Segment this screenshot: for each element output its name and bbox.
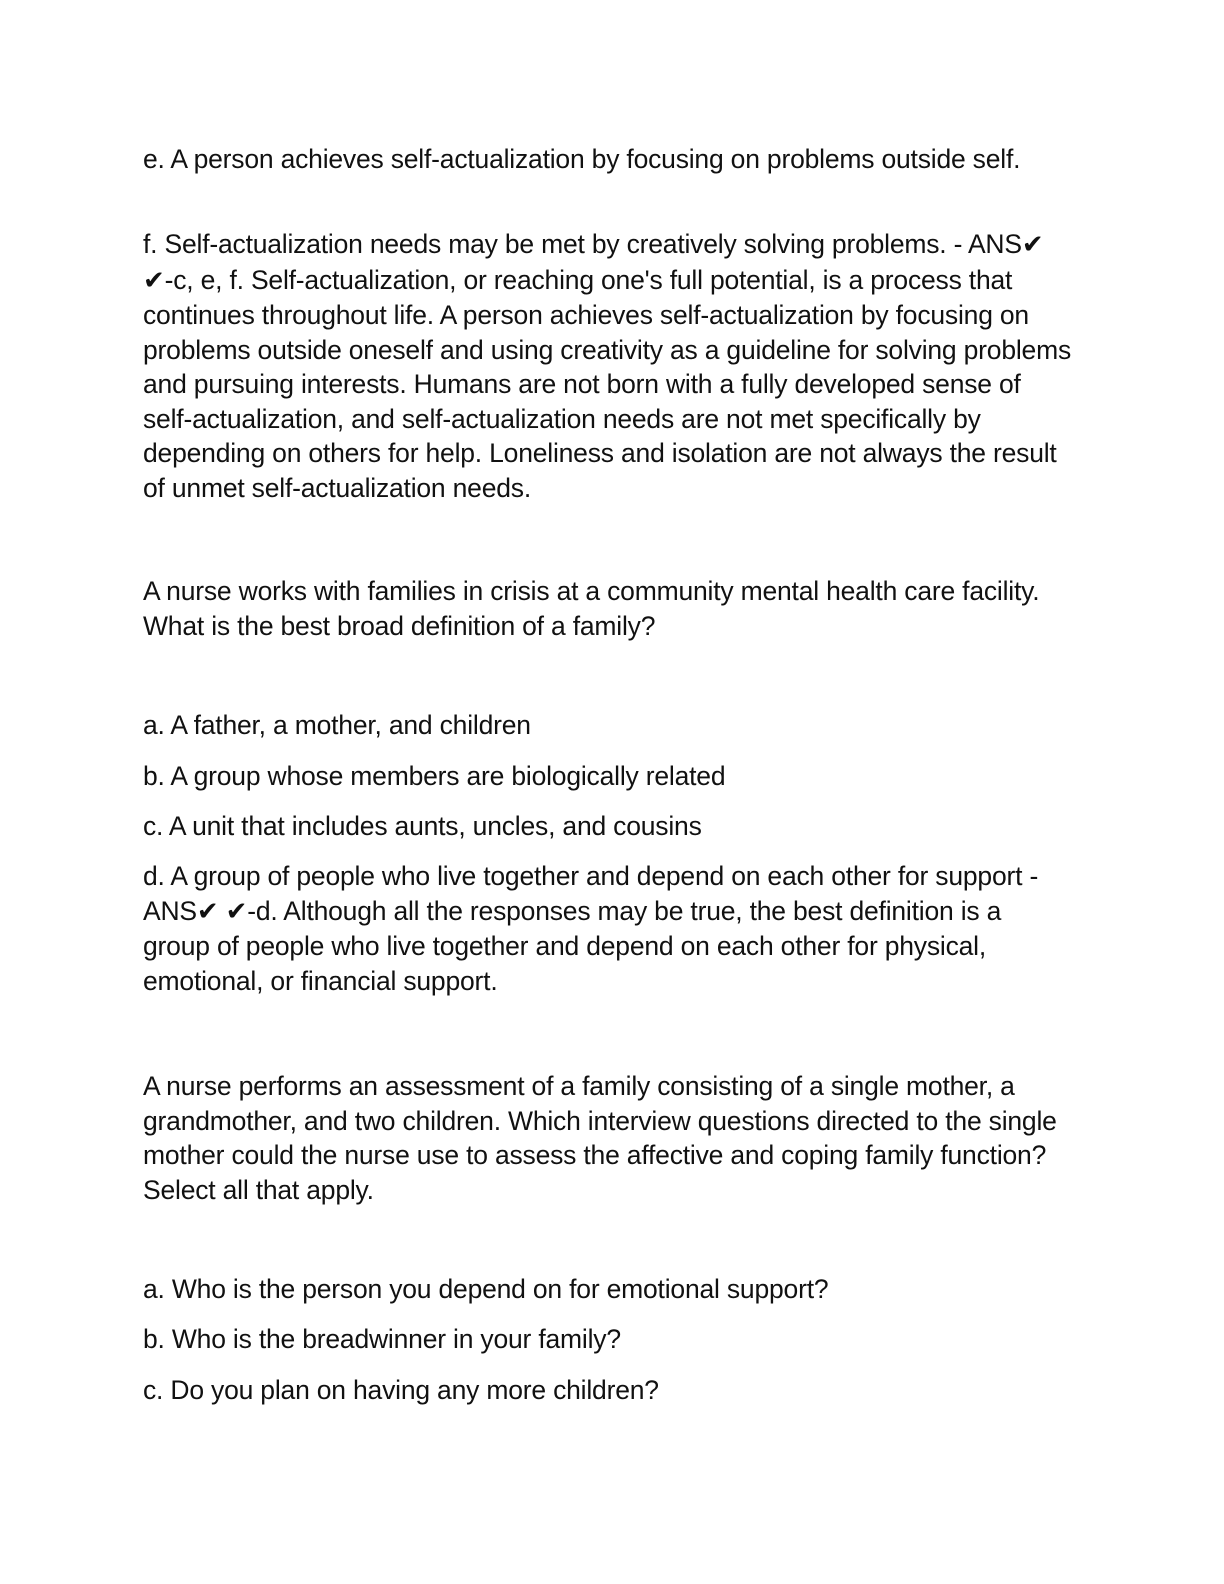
check-icon: ✔ [143, 265, 165, 296]
option-b: b. A group whose members are biologically related [143, 761, 726, 791]
option-f-lead: f. Self-actualization needs may be met by creatively solving problems. - ANS [143, 229, 1022, 259]
option-e: e. A person achieves self-actualization by focusing on problems outside self. [143, 144, 1021, 174]
question-stem: A nurse works with families in crisis at a community mental health care facility. What is the best broad definition of a family? [143, 576, 1040, 641]
answer-explanation: -c, e, f. Self-actualization, or reaching one's full potential, is a process that continues throughout life. A person achieves self-actualization by focusing on problems outside oneself and using creativity as a guideline for solving problems and pursuing interests. Humans are not born with a fully developed sense of self-actualization, and self-actualization needs are not met specifically by depending on others for help. Loneliness and isolation are not always the result of unmet self-actualization needs. [143, 264, 1072, 503]
option-a: a. A father, a mother, and children [143, 710, 531, 740]
option-b: b. Who is the breadwinner in your family? [143, 1324, 621, 1354]
check-icon: ✔ [196, 896, 219, 927]
option-f-with-answer [143, 227, 1073, 505]
answer-explanation: -d. Although all the responses may be true, the best definition is a group of people who live together and depend on each other for physical, emotional, or financial support. [143, 895, 1002, 996]
option-c: c. A unit that includes aunts, uncles, and cousins [143, 811, 702, 841]
option-c: c. Do you plan on having any more children? [143, 1375, 659, 1405]
check-icon: ✔ [225, 896, 248, 927]
option-d-lead: d. A group of people who live together and depend on each other for support - ANS [143, 861, 1039, 926]
question-stem: A nurse performs an assessment of a family consisting of a single mother, a grandmother, and two children. Which interview questions directed to the single mother could the nurse use to assess the affective and coping family function? Select all that apply. [143, 1071, 1057, 1205]
option-a: a. Who is the person you depend on for emotional support? [143, 1274, 829, 1304]
check-icon: ✔ [1021, 230, 1044, 260]
option-d-with-answer [143, 859, 1073, 998]
